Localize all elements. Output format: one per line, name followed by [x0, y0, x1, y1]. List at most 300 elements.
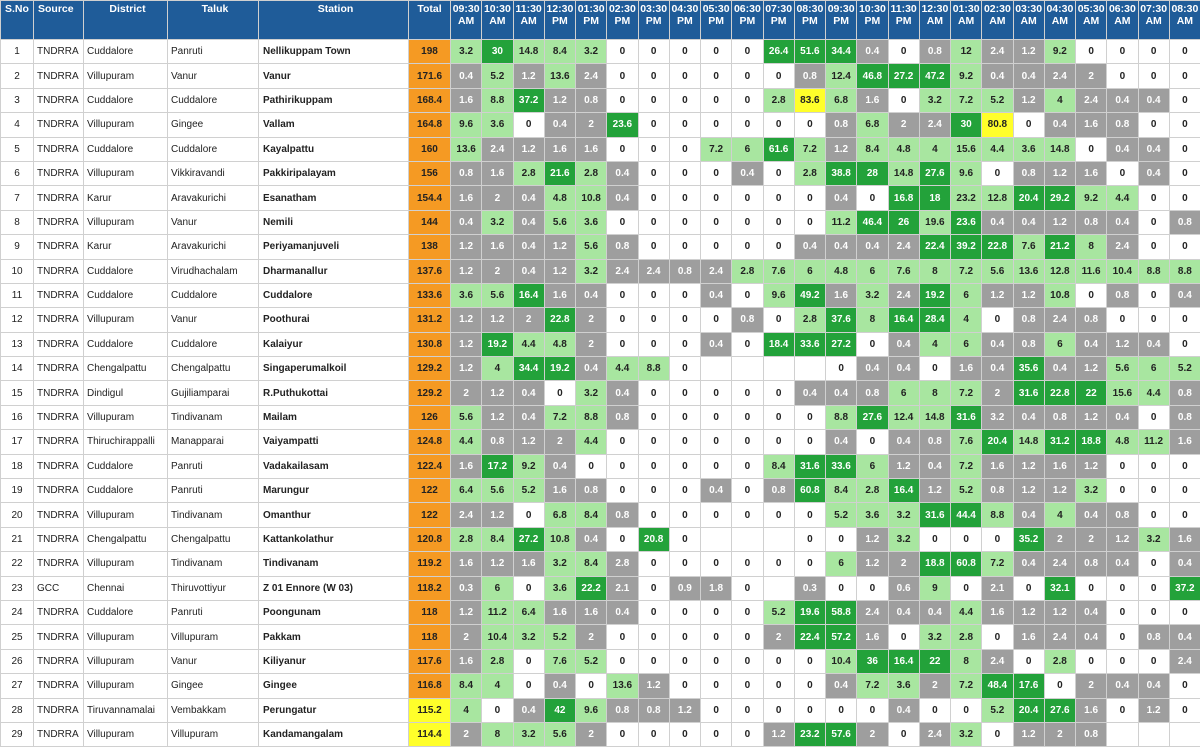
cell-taluk: Manapparai	[168, 430, 259, 454]
table-row[interactable]	[1, 381, 1200, 405]
col-header-time[interactable]	[763, 1, 794, 40]
cell-total: 138	[409, 235, 451, 259]
cell-hourly-value: 1.2	[544, 88, 575, 112]
table-row[interactable]	[1, 210, 1200, 234]
cell-taluk: Panruti	[168, 600, 259, 624]
cell-hourly-value: 1.2	[513, 430, 544, 454]
cell-hourly-value: 27.6	[857, 405, 888, 429]
cell-hourly-value	[763, 576, 794, 600]
cell-station: Kattankolathur	[259, 527, 409, 551]
table-row[interactable]	[1, 698, 1200, 722]
cell-hourly-value: 5.2	[951, 479, 982, 503]
cell-hourly-value: 1.2	[451, 600, 482, 624]
cell-taluk: Gingee	[168, 113, 259, 137]
col-header-time[interactable]	[607, 1, 638, 40]
cell-hourly-value: 1.2	[1044, 479, 1075, 503]
col-header-time-hour: 01:30	[952, 3, 980, 15]
cell-hourly-value: 0	[1169, 88, 1200, 112]
cell-hourly-value: 6	[951, 332, 982, 356]
cell-hourly-value: 6	[888, 381, 919, 405]
cell-hourly-value: 0.4	[1169, 283, 1200, 307]
cell-hourly-value: 0	[732, 283, 763, 307]
table-row[interactable]	[1, 259, 1200, 283]
cell-hourly-value: 0.4	[982, 332, 1013, 356]
cell-hourly-value: 7.6	[888, 259, 919, 283]
col-header-time[interactable]	[513, 1, 544, 40]
cell-hourly-value: 2	[982, 381, 1013, 405]
col-header-time[interactable]	[919, 1, 950, 40]
cell-hourly-value: 0	[732, 64, 763, 88]
cell-hourly-value: 0	[607, 527, 638, 551]
cell-hourly-value: 0.8	[763, 479, 794, 503]
table-row[interactable]	[1, 235, 1200, 259]
cell-hourly-value: 1.2	[513, 137, 544, 161]
cell-hourly-value: 1.6	[826, 283, 857, 307]
cell-hourly-value: 1.2	[482, 308, 513, 332]
cell-hourly-value: 8.8	[576, 405, 607, 429]
cell-hourly-value: 1.6	[1013, 625, 1044, 649]
cell-district: Chengalpattu	[84, 527, 168, 551]
cell-hourly-value: 10.4	[826, 649, 857, 673]
cell-hourly-value: 0	[1169, 137, 1200, 161]
cell-hourly-value: 0.4	[513, 405, 544, 429]
cell-hourly-value: 0	[1169, 113, 1200, 137]
col-header-time[interactable]	[576, 1, 607, 40]
table-row[interactable]	[1, 405, 1200, 429]
cell-sno: 6	[1, 161, 34, 185]
cell-hourly-value: 6	[826, 552, 857, 576]
table-row[interactable]	[1, 64, 1200, 88]
cell-hourly-value: 1.6	[576, 137, 607, 161]
table-row[interactable]	[1, 722, 1200, 746]
cell-hourly-value: 27.6	[919, 161, 950, 185]
cell-station: Periyamanjuveli	[259, 235, 409, 259]
cell-hourly-value: 0.8	[732, 308, 763, 332]
cell-hourly-value: 0.4	[919, 454, 950, 478]
cell-hourly-value	[701, 357, 732, 381]
cell-hourly-value: 31.6	[794, 454, 825, 478]
col-header-time-period: PM	[739, 15, 756, 27]
cell-hourly-value: 0	[607, 64, 638, 88]
cell-hourly-value: 0	[701, 454, 732, 478]
cell-total: 129.2	[409, 357, 451, 381]
cell-source: TNDRRA	[34, 161, 84, 185]
cell-hourly-value: 0.8	[919, 40, 950, 64]
col-header-time-hour: 05:30	[702, 3, 730, 15]
col-header-sno[interactable]: S.No	[1, 1, 34, 40]
col-header-time-hour: 04:30	[1046, 3, 1074, 15]
col-header-time[interactable]	[482, 1, 513, 40]
cell-total: 133.6	[409, 283, 451, 307]
cell-hourly-value: 2	[919, 674, 950, 698]
cell-hourly-value: 28.4	[919, 308, 950, 332]
cell-sno: 27	[1, 674, 34, 698]
table-row[interactable]	[1, 430, 1200, 454]
cell-hourly-value: 1.6	[482, 161, 513, 185]
cell-total: 156	[409, 161, 451, 185]
col-header-time-period: PM	[895, 15, 912, 27]
cell-hourly-value: 18.8	[919, 552, 950, 576]
cell-hourly-value: 0.4	[1169, 625, 1200, 649]
cell-hourly-value: 2	[1076, 527, 1107, 551]
cell-hourly-value: 2.8	[794, 161, 825, 185]
cell-hourly-value: 0	[1076, 283, 1107, 307]
col-header-time[interactable]	[451, 1, 482, 40]
cell-hourly-value: 10.8	[576, 186, 607, 210]
cell-hourly-value: 5.2	[982, 88, 1013, 112]
cell-hourly-value: 34.4	[513, 357, 544, 381]
cell-hourly-value: 0	[732, 649, 763, 673]
cell-hourly-value: 0.4	[513, 186, 544, 210]
cell-hourly-value: 27.6	[1044, 698, 1075, 722]
cell-hourly-value: 13.6	[451, 137, 482, 161]
table-row[interactable]	[1, 357, 1200, 381]
cell-hourly-value: 1.2	[1013, 88, 1044, 112]
table-row[interactable]	[1, 600, 1200, 624]
cell-hourly-value: 0	[1138, 40, 1169, 64]
cell-hourly-value: 0	[763, 64, 794, 88]
col-header-time-hour: 06:30	[733, 3, 761, 15]
cell-hourly-value: 2.4	[1044, 552, 1075, 576]
cell-hourly-value: 0	[794, 210, 825, 234]
cell-hourly-value: 2.8	[951, 625, 982, 649]
cell-hourly-value: 0	[888, 625, 919, 649]
col-header-time[interactable]	[982, 1, 1013, 40]
table-row[interactable]	[1, 186, 1200, 210]
cell-hourly-value: 46.4	[857, 210, 888, 234]
cell-hourly-value: 1.2	[451, 235, 482, 259]
cell-hourly-value: 0	[857, 698, 888, 722]
cell-hourly-value: 5.6	[482, 479, 513, 503]
cell-hourly-value: 2.4	[919, 113, 950, 137]
cell-hourly-value: 0	[732, 235, 763, 259]
col-header-time[interactable]	[857, 1, 888, 40]
cell-hourly-value: 37.2	[513, 88, 544, 112]
cell-hourly-value: 0	[1169, 503, 1200, 527]
cell-hourly-value: 0	[1107, 308, 1138, 332]
cell-taluk: Vanur	[168, 308, 259, 332]
cell-hourly-value: 29.2	[1044, 186, 1075, 210]
cell-hourly-value: 0.4	[513, 235, 544, 259]
cell-source: TNDRRA	[34, 600, 84, 624]
cell-hourly-value: 17.6	[1013, 674, 1044, 698]
cell-hourly-value: 0	[701, 698, 732, 722]
cell-hourly-value: 7.6	[951, 430, 982, 454]
cell-hourly-value: 1.2	[451, 259, 482, 283]
cell-taluk: Cuddalore	[168, 88, 259, 112]
cell-hourly-value: 7.2	[544, 405, 575, 429]
cell-hourly-value: 0.4	[576, 357, 607, 381]
cell-hourly-value: 4	[919, 137, 950, 161]
cell-hourly-value: 3.6	[482, 113, 513, 137]
cell-district: Tiruvannamalai	[84, 698, 168, 722]
cell-hourly-value: 0	[701, 40, 732, 64]
col-header-time[interactable]	[1107, 1, 1138, 40]
cell-hourly-value: 8	[1076, 235, 1107, 259]
cell-hourly-value: 2.8	[857, 479, 888, 503]
cell-hourly-value: 0	[638, 649, 669, 673]
cell-hourly-value: 0.4	[544, 454, 575, 478]
cell-hourly-value: 0	[607, 479, 638, 503]
table-row[interactable]	[1, 308, 1200, 332]
cell-hourly-value: 0	[1107, 649, 1138, 673]
cell-hourly-value: 0	[576, 454, 607, 478]
table-row[interactable]	[1, 552, 1200, 576]
cell-hourly-value: 0.4	[1138, 137, 1169, 161]
cell-hourly-value: 0.4	[826, 381, 857, 405]
cell-hourly-value: 1.2	[1107, 527, 1138, 551]
cell-total: 124.8	[409, 430, 451, 454]
cell-hourly-value: 16.4	[888, 649, 919, 673]
cell-hourly-value: 1.2	[482, 503, 513, 527]
cell-hourly-value: 2	[857, 722, 888, 746]
cell-district: Cuddalore	[84, 40, 168, 64]
cell-hourly-value: 0	[1076, 137, 1107, 161]
cell-taluk: Tindivanam	[168, 405, 259, 429]
cell-hourly-value: 0.4	[1138, 332, 1169, 356]
cell-hourly-value: 0.8	[1013, 161, 1044, 185]
col-header-time[interactable]	[794, 1, 825, 40]
cell-taluk: Virudhachalam	[168, 259, 259, 283]
col-header-time[interactable]	[951, 1, 982, 40]
cell-hourly-value: 12.4	[826, 64, 857, 88]
cell-hourly-value: 4.4	[982, 137, 1013, 161]
col-header-station[interactable]: Station	[259, 1, 409, 40]
cell-hourly-value: 0	[1138, 576, 1169, 600]
cell-hourly-value: 1.2	[513, 64, 544, 88]
col-header-time[interactable]	[1013, 1, 1044, 40]
table-row[interactable]	[1, 137, 1200, 161]
cell-sno: 9	[1, 235, 34, 259]
cell-hourly-value: 0.4	[1044, 357, 1075, 381]
col-header-time[interactable]	[669, 1, 700, 40]
table-row[interactable]	[1, 113, 1200, 137]
cell-district: Cuddalore	[84, 137, 168, 161]
cell-hourly-value: 22	[919, 649, 950, 673]
cell-hourly-value: 0.4	[1138, 161, 1169, 185]
col-header-time-period: PM	[833, 15, 849, 27]
cell-hourly-value: 0.4	[888, 332, 919, 356]
cell-hourly-value: 6	[857, 454, 888, 478]
cell-taluk: Thiruvottiyur	[168, 576, 259, 600]
table-row[interactable]	[1, 283, 1200, 307]
cell-district: Villupuram	[84, 64, 168, 88]
cell-source: TNDRRA	[34, 405, 84, 429]
cell-source: TNDRRA	[34, 308, 84, 332]
cell-district: Cuddalore	[84, 259, 168, 283]
cell-hourly-value: 0	[669, 674, 700, 698]
cell-hourly-value: 0	[794, 503, 825, 527]
cell-hourly-value: 0	[701, 88, 732, 112]
cell-hourly-value: 8	[919, 259, 950, 283]
table-row[interactable]	[1, 576, 1200, 600]
cell-total: 129.2	[409, 381, 451, 405]
cell-district: Villupuram	[84, 210, 168, 234]
cell-hourly-value: 2.1	[982, 576, 1013, 600]
table-row[interactable]	[1, 40, 1200, 64]
col-header-district[interactable]: District	[84, 1, 168, 40]
cell-hourly-value: 3.2	[888, 527, 919, 551]
cell-hourly-value: 0	[701, 552, 732, 576]
cell-hourly-value: 0	[826, 576, 857, 600]
cell-hourly-value: 0	[732, 113, 763, 137]
cell-hourly-value: 0	[951, 576, 982, 600]
cell-hourly-value: 0.8	[607, 405, 638, 429]
table-row[interactable]	[1, 161, 1200, 185]
cell-hourly-value: 0	[669, 503, 700, 527]
col-header-time-hour: 10:30	[483, 3, 511, 15]
col-header-time[interactable]	[1076, 1, 1107, 40]
cell-hourly-value: 2	[576, 625, 607, 649]
cell-hourly-value: 5.2	[513, 479, 544, 503]
cell-hourly-value: 0	[1138, 210, 1169, 234]
cell-station: Nemili	[259, 210, 409, 234]
cell-total: 115.2	[409, 698, 451, 722]
cell-hourly-value: 1.2	[1044, 210, 1075, 234]
cell-station: Vallam	[259, 113, 409, 137]
cell-hourly-value: 1.6	[951, 357, 982, 381]
cell-hourly-value: 1.2	[857, 552, 888, 576]
col-header-time[interactable]	[544, 1, 575, 40]
cell-hourly-value: 1.6	[482, 235, 513, 259]
cell-hourly-value: 9.2	[951, 64, 982, 88]
cell-hourly-value: 0	[794, 113, 825, 137]
cell-hourly-value: 0	[982, 308, 1013, 332]
cell-hourly-value: 35.2	[1013, 527, 1044, 551]
cell-hourly-value: 6	[732, 137, 763, 161]
col-header-source[interactable]: Source	[34, 1, 84, 40]
col-header-time[interactable]	[826, 1, 857, 40]
col-header-time[interactable]	[638, 1, 669, 40]
col-header-time-hour: 02:30	[983, 3, 1011, 15]
col-header-time[interactable]	[888, 1, 919, 40]
table-row[interactable]	[1, 479, 1200, 503]
cell-hourly-value: 0	[1107, 576, 1138, 600]
col-header-time-period: PM	[614, 15, 631, 27]
cell-hourly-value: 15.6	[951, 137, 982, 161]
cell-hourly-value: 0.4	[513, 259, 544, 283]
cell-taluk: Aravakurichi	[168, 235, 259, 259]
cell-sno: 24	[1, 600, 34, 624]
cell-hourly-value: 20.4	[1013, 186, 1044, 210]
table-row[interactable]	[1, 88, 1200, 112]
cell-hourly-value: 3.2	[919, 625, 950, 649]
cell-taluk: Tindivanam	[168, 503, 259, 527]
cell-hourly-value: 0	[669, 405, 700, 429]
cell-hourly-value: 0.4	[982, 64, 1013, 88]
cell-hourly-value: 5.2	[482, 64, 513, 88]
cell-hourly-value: 0	[669, 722, 700, 746]
col-header-time-hour: 08:30	[1171, 3, 1199, 15]
cell-hourly-value: 1.6	[1169, 527, 1200, 551]
table-row[interactable]	[1, 503, 1200, 527]
cell-hourly-value: 0	[732, 40, 763, 64]
cell-hourly-value: 0	[638, 88, 669, 112]
cell-source: TNDRRA	[34, 113, 84, 137]
cell-taluk: Chengalpattu	[168, 527, 259, 551]
col-header-time[interactable]	[1138, 1, 1169, 40]
cell-hourly-value: 0	[1076, 576, 1107, 600]
cell-hourly-value: 0	[1169, 308, 1200, 332]
cell-hourly-value: 1.2	[482, 552, 513, 576]
table-row[interactable]	[1, 332, 1200, 356]
cell-hourly-value: 0.4	[888, 600, 919, 624]
cell-hourly-value: 8	[951, 649, 982, 673]
cell-hourly-value: 19.2	[544, 357, 575, 381]
col-header-time-hour: 01:30	[577, 3, 605, 15]
col-header-time-hour: 11:30	[515, 3, 542, 15]
table-row[interactable]	[1, 674, 1200, 698]
cell-hourly-value: 16.8	[888, 186, 919, 210]
cell-hourly-value: 0.4	[607, 600, 638, 624]
cell-hourly-value: 1.2	[919, 479, 950, 503]
col-header-taluk[interactable]: Taluk	[168, 1, 259, 40]
cell-hourly-value: 2.4	[638, 259, 669, 283]
table-row[interactable]	[1, 454, 1200, 478]
cell-hourly-value: 5.2	[826, 503, 857, 527]
cell-taluk: Villupuram	[168, 625, 259, 649]
cell-hourly-value: 0	[732, 576, 763, 600]
table-row[interactable]	[1, 527, 1200, 551]
cell-hourly-value: 2	[451, 381, 482, 405]
col-header-time-hour: 10:30	[858, 3, 886, 15]
cell-hourly-value: 0.4	[607, 161, 638, 185]
cell-source: TNDRRA	[34, 552, 84, 576]
cell-hourly-value: 35.6	[1013, 357, 1044, 381]
cell-hourly-value: 1.6	[982, 454, 1013, 478]
cell-district: Chengalpattu	[84, 357, 168, 381]
cell-hourly-value: 0.4	[826, 186, 857, 210]
table-row[interactable]	[1, 649, 1200, 673]
cell-hourly-value: 3.2	[513, 722, 544, 746]
cell-hourly-value: 7.6	[544, 649, 575, 673]
col-header-time-period: AM	[926, 15, 944, 27]
cell-hourly-value: 10.8	[1044, 283, 1075, 307]
cell-hourly-value: 9.6	[951, 161, 982, 185]
cell-hourly-value: 4	[482, 357, 513, 381]
cell-hourly-value: 0	[763, 308, 794, 332]
cell-hourly-value: 0.8	[607, 503, 638, 527]
col-header-total[interactable]: Total	[409, 1, 451, 40]
cell-hourly-value: 51.6	[794, 40, 825, 64]
cell-hourly-value: 0	[888, 722, 919, 746]
cell-hourly-value: 1.6	[544, 600, 575, 624]
cell-hourly-value: 0	[732, 381, 763, 405]
cell-hourly-value: 0.8	[857, 381, 888, 405]
cell-hourly-value: 0	[701, 674, 732, 698]
cell-hourly-value: 2.4	[919, 722, 950, 746]
cell-hourly-value: 1.6	[451, 649, 482, 673]
col-header-time[interactable]	[1044, 1, 1075, 40]
col-header-time[interactable]	[732, 1, 763, 40]
cell-hourly-value: 0.4	[826, 235, 857, 259]
table-row[interactable]	[1, 625, 1200, 649]
cell-sno: 25	[1, 625, 34, 649]
cell-hourly-value: 8.8	[1169, 259, 1200, 283]
cell-hourly-value: 2	[576, 332, 607, 356]
cell-hourly-value: 7.2	[794, 137, 825, 161]
cell-hourly-value: 3.2	[451, 40, 482, 64]
col-header-time[interactable]	[701, 1, 732, 40]
cell-hourly-value: 0	[732, 405, 763, 429]
cell-sno: 7	[1, 186, 34, 210]
cell-hourly-value: 0	[857, 576, 888, 600]
cell-hourly-value: 5.6	[576, 235, 607, 259]
col-header-time[interactable]	[1169, 1, 1200, 40]
cell-hourly-value: 0	[638, 576, 669, 600]
cell-hourly-value: 0.8	[1076, 308, 1107, 332]
cell-hourly-value: 0	[669, 332, 700, 356]
